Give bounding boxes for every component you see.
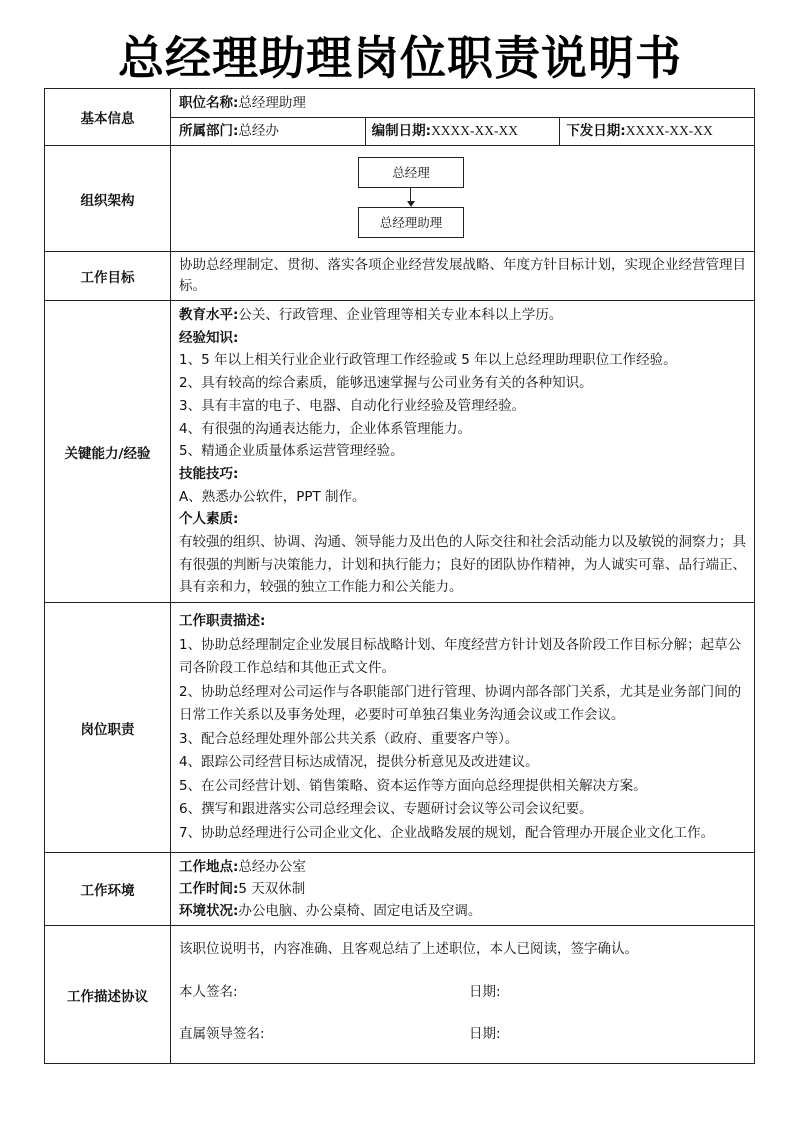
page-title: 总经理助理岗位职责说明书 (118, 31, 682, 85)
experience-item: 5、精通企业质量体系运营管理经验。 (179, 443, 404, 460)
basic-info-label: 基本信息 (45, 89, 171, 146)
self-signature-field: 本人签名: (179, 983, 238, 1000)
org-box-general-manager (358, 157, 464, 188)
job-description-table (44, 88, 755, 1064)
org-box-assistant (358, 207, 464, 238)
key-ability-label: 关键能力/经验 (45, 301, 171, 603)
duty-item: 2、协助总经理对公司运作与各职能部门进行管理、协调内部各部门关系，尤其是业务部门间的日常工作关系以及事务处理，必要时可单独召集业务沟通会议或工作会议。 (179, 683, 742, 724)
org-structure-label: 组织架构 (45, 146, 171, 252)
org-box-assistant-text: 总经理助理 (379, 214, 443, 230)
compile-date-value: XXXX-XX-XX (431, 123, 519, 139)
org-chart (171, 147, 754, 251)
work-place-value: 总经办公室 (238, 859, 306, 876)
position-name-value: 总经理助理 (238, 94, 306, 111)
work-time-label: 工作时间: (179, 881, 239, 898)
duty-item: 5、在公司经营计划、销售策略、资本运作等方面向总经理提供相关解决方案。 (179, 777, 647, 794)
position-name-label: 职位名称: (179, 94, 239, 111)
work-goal-label: 工作目标 (45, 252, 171, 301)
agreement-label: 工作描述协议 (45, 926, 171, 1064)
experience-item: 2、具有较高的综合素质，能够迅速掌握与公司业务有关的各种知识。 (179, 375, 593, 392)
quality-value: 有较强的组织、协调、沟通、领导能力及出色的人际交往和社会活动能力以及敏锐的洞察力；具有很强的判断与决策能力，计划和执行能力；良好的团队协作精神，为人诚实可靠、品行端正、具有亲和力，较强的独立工作能力和公关能力。 (179, 534, 746, 596)
org-box-general-manager-text: 总经理 (392, 164, 430, 180)
work-environment-label: 工作环境 (45, 853, 171, 926)
skill-value: A、熟悉办公软件，PPT 制作。 (179, 488, 366, 505)
duty-item: 6、撰写和跟进落实公司总经理会议、专题研讨会议等公司会议纪要。 (179, 801, 593, 818)
duty-item: 1、协助总经理制定企业发展目标战略计划、年度经营方针计划及各阶段工作目标分解；起草公司各阶段工作总结和其他正式文件。 (179, 636, 742, 677)
work-goal-text: 协助总经理制定、贯彻、落实各项企业经营发展战略、年度方针目标计划，实现企业经营管理目标。 (179, 257, 746, 294)
department-label: 所属部门: (179, 123, 239, 140)
quality-label: 个人素质: (179, 511, 239, 528)
job-duty-label: 岗位职责 (45, 603, 171, 853)
department-value: 总经办 (238, 123, 279, 140)
environment-condition-value: 办公电脑、办公桌椅、固定电话及空调。 (238, 903, 482, 920)
duty-item: 7、协助总经理进行公司企业文化、企业战略发展的规划，配合管理办开展企业文化工作。 (179, 824, 715, 841)
issue-date-value: XXXX-XX-XX (625, 123, 713, 139)
skill-label: 技能技巧: (179, 465, 239, 482)
work-place-label: 工作地点: (179, 859, 239, 876)
education-label: 教育水平: (179, 307, 239, 323)
education-value: 公关、行政管理、企业管理等相关专业本科以上学历。 (238, 307, 563, 323)
experience-item: 3、具有丰富的电子、电器、自动化行业经验及管理经验。 (179, 397, 526, 414)
agreement-text: 该职位说明书，内容准确、且客观总结了上述职位，本人已阅读，签字确认。 (179, 941, 638, 958)
duty-item: 4、跟踪公司经营目标达成情况，提供分析意见及改进建议。 (179, 754, 539, 771)
environment-condition-label: 环境状况: (179, 903, 239, 920)
experience-item: 1、5 年以上相关行业企业行政管理工作经验或 5 年以上总经理助理职位工作经验。 (179, 352, 677, 369)
experience-item: 4、有很强的沟通表达能力，企业体系管理能力。 (179, 420, 472, 437)
experience-label: 经验知识: (179, 329, 239, 346)
compile-date-label: 编制日期: (371, 123, 432, 140)
duty-item: 3、配合总经理处理外部公共关系（政府、重要客户等）。 (179, 730, 519, 747)
leader-signature-date: 日期: (469, 1026, 501, 1043)
self-signature-date: 日期: (469, 983, 501, 1000)
issue-date-label: 下发日期: (566, 123, 626, 140)
work-time-value: 5 天双休制 (238, 881, 306, 898)
duty-heading: 工作职责描述: (179, 613, 266, 630)
leader-signature-field: 直属领导签名: (179, 1026, 265, 1043)
